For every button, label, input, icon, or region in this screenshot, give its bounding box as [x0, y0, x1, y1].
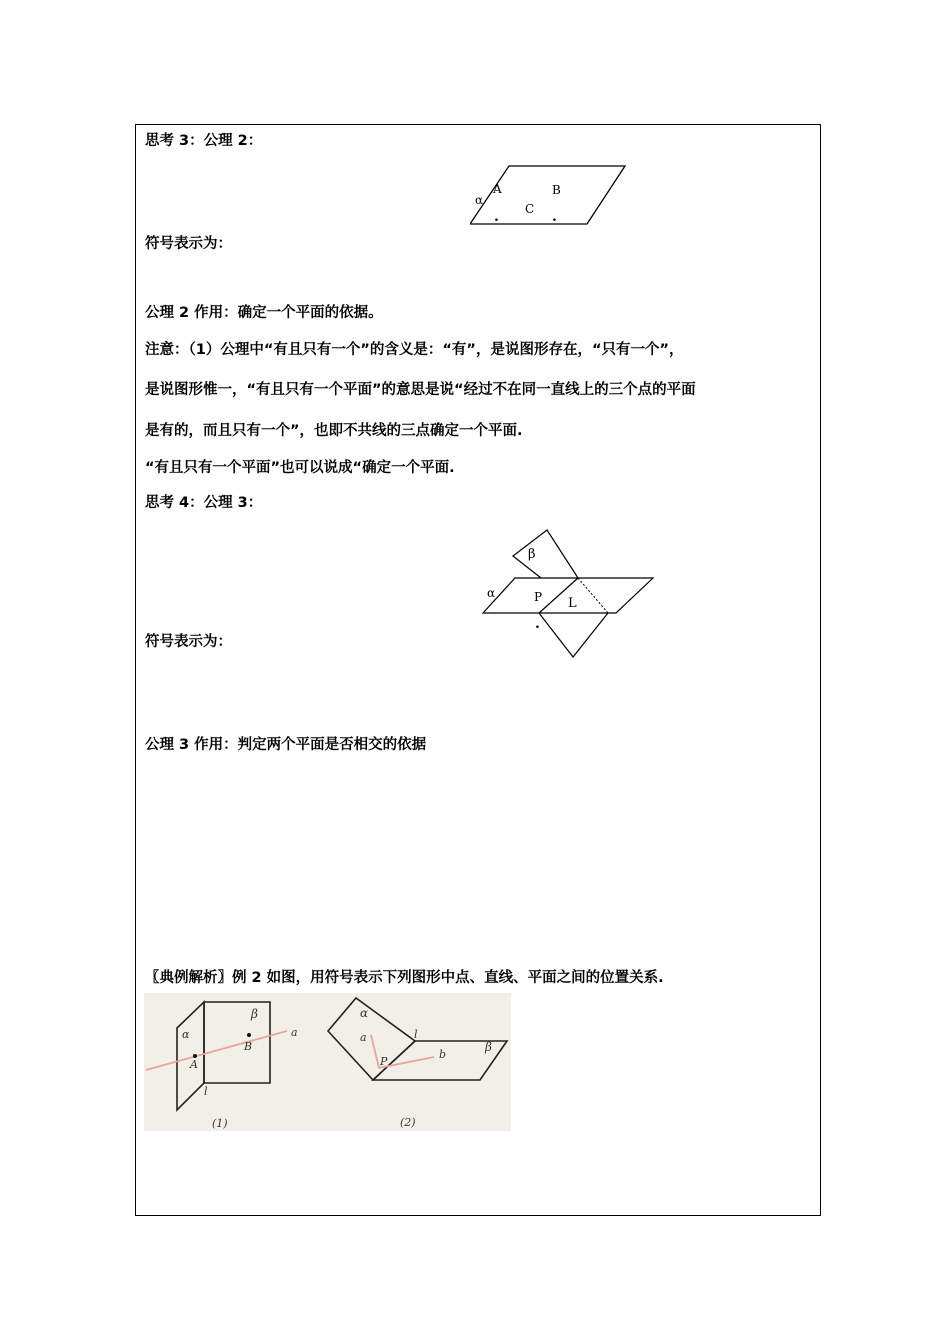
axiom2-figure: [470, 160, 630, 228]
f2-a-label: a: [360, 1031, 367, 1044]
f1-a-label: a: [291, 1026, 298, 1039]
f1-l-label: l: [204, 1085, 208, 1098]
axiom3-figure: [480, 528, 660, 660]
plane-beta-shape: [513, 530, 578, 578]
f1-point-a-label: A: [190, 1058, 198, 1071]
hidden-edge-2: [578, 578, 608, 613]
plane-alpha-label: α: [475, 193, 484, 207]
f2-p-label: P: [380, 1055, 388, 1068]
f2-caption: (2): [400, 1116, 416, 1129]
f2-line-a: [371, 1035, 379, 1068]
f1-alpha-label: α: [182, 1028, 190, 1041]
f1-line-a: [146, 1031, 287, 1070]
f1-beta-label: β: [251, 1007, 258, 1021]
symbol-label-2: 符号表示为：: [145, 634, 232, 650]
f2-b-label: b: [439, 1048, 447, 1061]
example-figure: [144, 993, 511, 1131]
f1-caption: (1): [212, 1117, 228, 1130]
symbol-label-1: 符号表示为：: [145, 236, 232, 252]
axiom2-use: 公理 2 作用：确定一个平面的依据。: [145, 305, 383, 321]
point-dot: .: [535, 616, 540, 632]
plane-beta-label: β: [528, 547, 536, 562]
f2-l-label: l: [414, 1028, 418, 1041]
f1-plane-beta-shape: [204, 1002, 270, 1083]
point-a-dot: .: [494, 209, 499, 225]
point-c-label: C: [525, 202, 535, 216]
line-l-label: L: [568, 596, 577, 611]
example-text: 〖典例解析〗例 2 如图，用符号表示下列图形中点、直线、平面之间的位置关系.: [145, 970, 664, 986]
point-a-label: A: [493, 182, 502, 196]
note-line-2: 是说图形惟一，“有且只有一个平面”的意思是说“经过不在同一直线上的三个点的平面: [145, 382, 696, 398]
thinking3-label: 思考 3：公理 2：: [145, 133, 263, 149]
note-line-3: 是有的，而且只有一个”，也即不共线的三点确定一个平面.: [145, 423, 523, 439]
f2-alpha-label: α: [360, 1006, 369, 1020]
point-b-label: B: [552, 183, 561, 197]
point-c-dot: .: [552, 209, 557, 225]
f2-beta-label: β: [485, 1040, 492, 1054]
plane-beta-lower: [539, 613, 608, 657]
f1-point-b: [247, 1033, 251, 1037]
axiom3-use: 公理 3 作用：判定两个平面是否相交的依据: [145, 737, 427, 753]
plane-alpha-label: α: [487, 586, 496, 600]
f1-point-b-label: B: [244, 1040, 253, 1053]
thinking4-label: 思考 4：公理 3：: [145, 495, 263, 511]
note-line-4: “有且只有一个平面”也可以说成“确定一个平面.: [145, 460, 455, 476]
note-line-1: 注意：（1）公理中“有且只有一个”的含义是：“有”，是说图形存在，“只有一个”，: [145, 342, 684, 358]
point-p-label: P: [534, 590, 543, 604]
